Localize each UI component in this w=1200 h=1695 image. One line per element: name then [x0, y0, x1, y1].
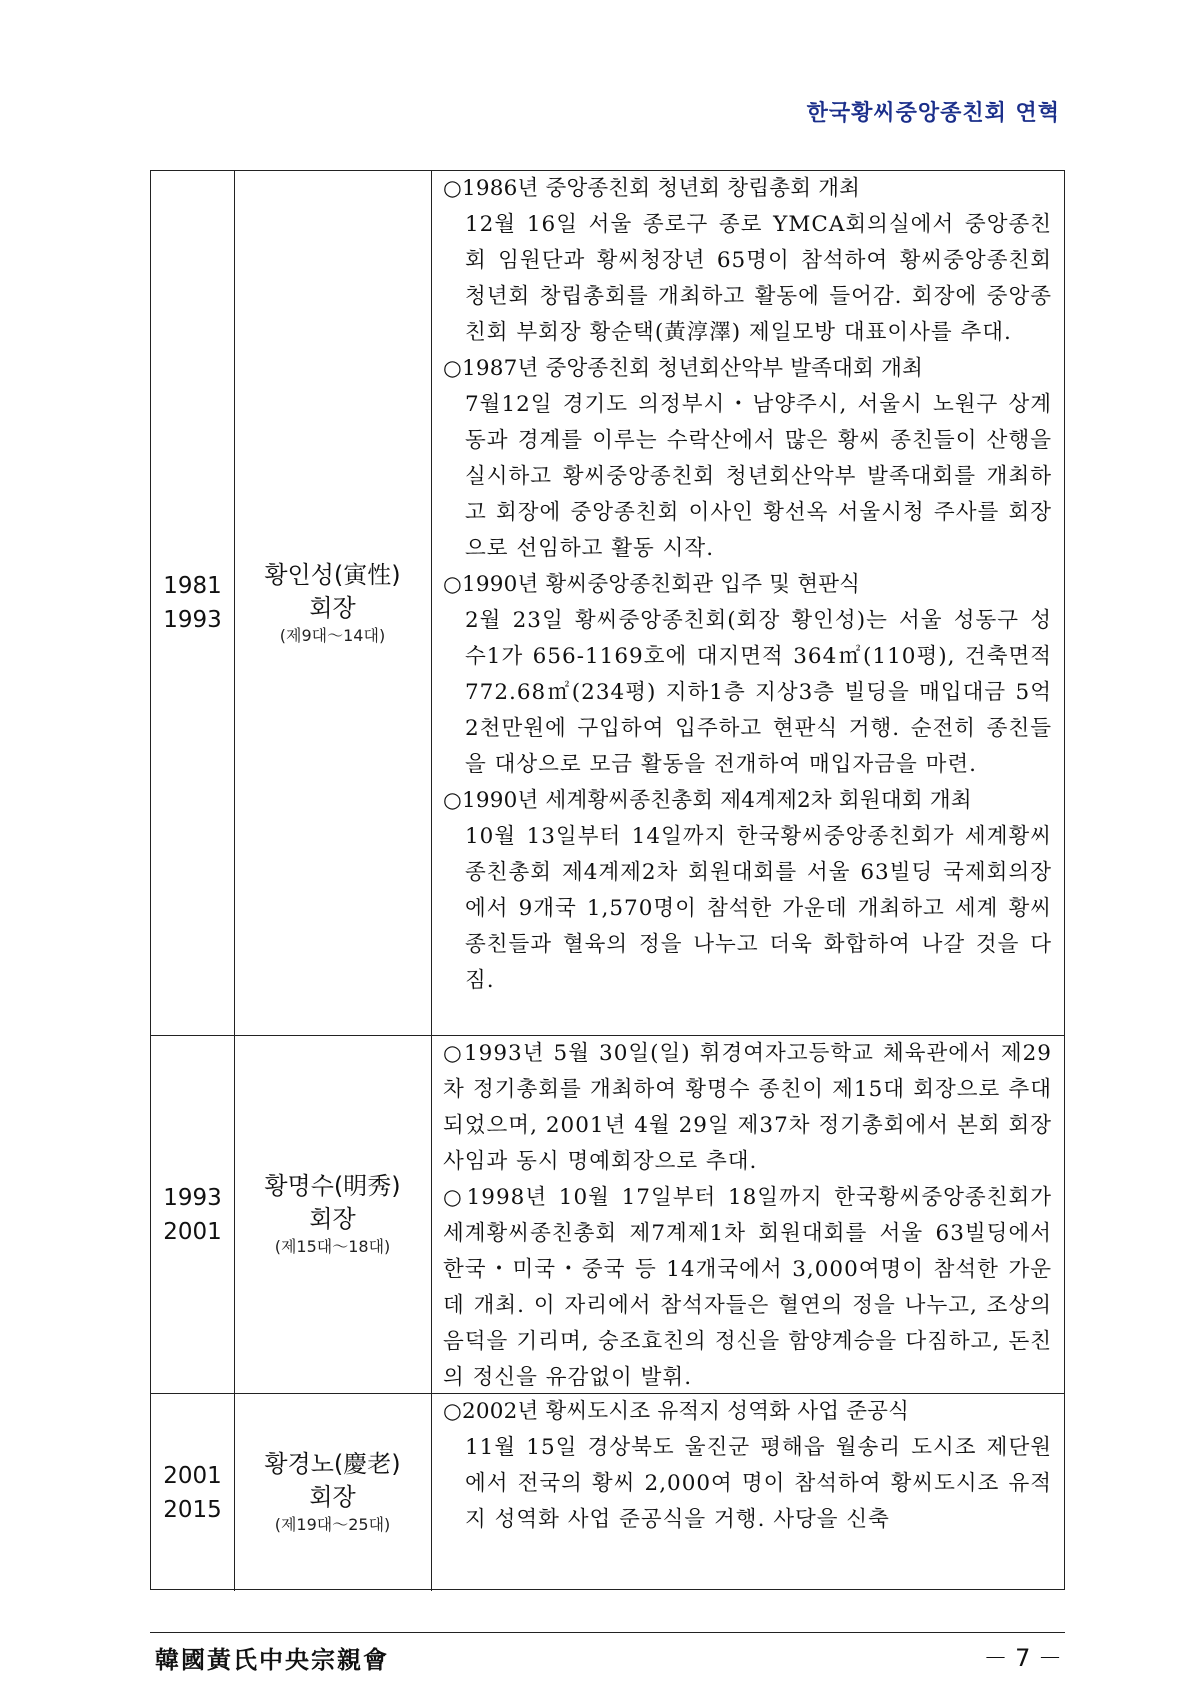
president-cell	[234, 171, 432, 1035]
period-start: 1981	[163, 573, 222, 599]
president-cell	[234, 1036, 432, 1393]
president-term: (제9대～14대)	[279, 625, 386, 645]
table-row	[151, 171, 1064, 1036]
event-heading: ○2002년 황씨도시조 유적지 성역화 사업 준공식	[443, 1399, 910, 1424]
event-body: ○1998년 10월 17일부터 18일까지 한국황씨중앙종친회가 세계황씨종친총회 제7계제1차 회원대회를 서울 63빌딩에서 한국・미국・중국 등 14개국에서 3,000여명이 참석한 가운데 개최. 이 자리에서 참석자들은 혈연의 정을 나누고, 조상의 음덕을 기리며, 숭조효친의 정신을 함양계승을 다짐하고, 돈친의 정신을 유감없이 발휘.	[443, 1185, 1052, 1390]
events-cell	[431, 1394, 1064, 1538]
period-cell	[151, 1036, 235, 1393]
history-table	[150, 170, 1065, 1590]
event-heading: ○1990년 황씨중앙종친회관 입주 및 현판식	[443, 572, 861, 597]
president-title: 회장	[309, 1483, 356, 1511]
period-cell	[151, 1394, 235, 1591]
event-body: 12월 16일 서울 종로구 종로 YMCA회의실에서 중앙종친회 임원단과 황씨청장년 65명이 참석하여 황씨중앙종친회청년회 창립총회를 개최하고 활동에 들어감. 회장에 중앙종친회 부회장 황순택(黃淳澤) 제일모방 대표이사를 추대.	[465, 212, 1052, 345]
footer-organization: 韓國黃氏中央宗親會	[155, 1645, 389, 1674]
table-row	[151, 1394, 1064, 1591]
event-body: 7월12일 경기도 의정부시・남양주시, 서울시 노원구 상계동과 경계를 이루는 수락산에서 많은 황씨 종친들이 산행을 실시하고 황씨중앙종친회 청년회산악부 발족대회를 개최하고 회장에 중앙종친회 이사인 황선옥 서울시청 주사를 회장으로 선임하고 활동 시작.	[465, 392, 1052, 561]
event-heading: ○1986년 중앙종친회 청년회 창립총회 개최	[443, 176, 861, 201]
page-number: － 7 －	[983, 1644, 1062, 1672]
events-cell	[431, 171, 1064, 999]
president-term: (제19대～25대)	[274, 1515, 391, 1534]
period-end: 1993	[163, 607, 222, 633]
document-title: 한국황씨중앙종친회 연혁	[806, 101, 1060, 126]
event-body: 10월 13일부터 14일까지 한국황씨중앙종친회가 세계황씨종친총회 제4계제2차 회원대회를 서울 63빌딩 국제회의장에서 9개국 1,570명이 참석한 가운데 개최하고 세계 황씨 종친들과 혈육의 정을 나누고 더욱 화합하여 나갈 것을 다짐.	[465, 824, 1052, 993]
president-cell	[234, 1394, 432, 1591]
period-start: 2001	[163, 1462, 222, 1489]
footer-divider	[150, 1632, 1065, 1633]
event-heading: ○1987년 중앙종친회 청년회산악부 발족대회 개최	[443, 356, 924, 381]
events-cell	[431, 1036, 1064, 1396]
period-end: 2015	[163, 1496, 222, 1523]
period-end: 2001	[163, 1218, 222, 1245]
event-body: ○1993년 5월 30일(일) 휘경여자고등학교 체육관에서 제29차 정기총회를 개최하여 황명수 종친이 제15대 회장으로 추대되었으며, 2001년 4월 29일 제37차 정기총회에서 본회 회장 사임과 동시 명예회장으로 추대.	[443, 1041, 1052, 1174]
president-name: 황명수(明秀)	[264, 1172, 401, 1200]
period-start: 1993	[163, 1184, 222, 1211]
president-title: 회장	[309, 593, 356, 622]
period-cell	[151, 171, 235, 1035]
event-body: 11월 15일 경상북도 울진군 평해읍 월송리 도시조 제단원에서 전국의 황씨 2,000여 명이 참석하여 황씨도시조 유적지 성역화 사업 준공식을 거행. 사당을 신축	[465, 1435, 1052, 1532]
president-term: (제15대～18대)	[274, 1237, 391, 1256]
president-title: 회장	[309, 1205, 356, 1233]
event-body: 2월 23일 황씨중앙종친회(회장 황인성)는 서울 성동구 성수1가 656-1169호에 대지면적 364㎡(110평), 건축면적 772.68㎡(234평) 지하1층 지상3층 빌딩을 매입대금 5억2천만원에 구입하여 입주하고 현판식 거행. 순전히 종친들을 대상으로 모금 활동을 전개하여 매입자금을 마련.	[465, 608, 1052, 777]
table-row	[151, 1036, 1064, 1394]
president-name: 황경노(慶老)	[264, 1450, 401, 1478]
event-heading: ○1990년 세계황씨종친총회 제4계제2차 회원대회 개최	[443, 788, 972, 813]
president-name: 황인성(寅性)	[264, 560, 401, 589]
